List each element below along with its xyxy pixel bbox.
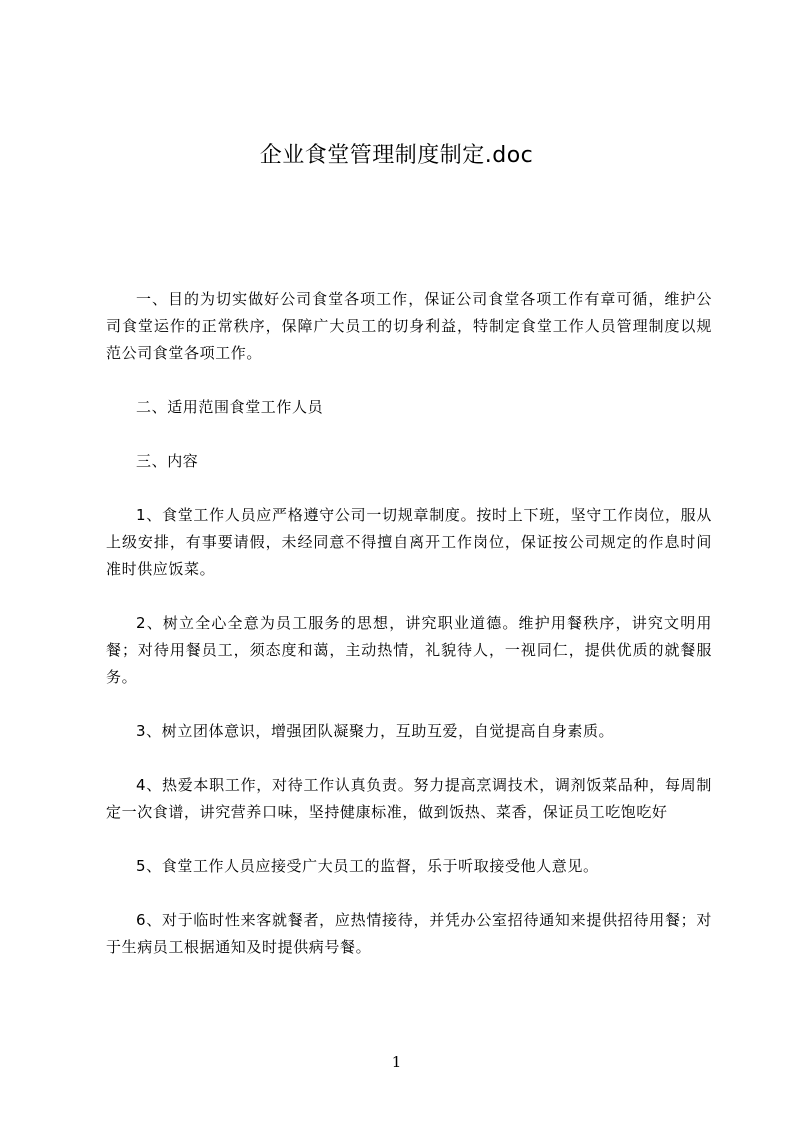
page-number: 1	[391, 1053, 402, 1071]
document-title: 企业食堂管理制度制定.doc	[259, 143, 534, 168]
paragraph-item-3: 3、树立团体意识，增强团队凝聚力，互助互爱，自觉提高自身素质。	[136, 722, 615, 740]
paragraph-scope: 二、适用范围食堂工作人员	[136, 398, 324, 416]
paragraph-item-1: 1、食堂工作人员应严格遵守公司一切规章制度。按时上下班，坚守工作岗位，服从上级安排，有事要请假，未经同意不得擅自离开工作岗位，保证按公司规定的作息时间准时供应饭菜。	[106, 506, 712, 578]
paragraph-item-4: 4、热爱本职工作，对待工作认真负责。努力提高烹调技术，调剂饭菜品种，每周制定一次食谱，讲究营养口味，坚持健康标准，做到饭热、菜香，保证员工吃饱吃好	[106, 776, 712, 821]
paragraph-item-6: 6、对于临时性来客就餐者，应热情接待，并凭办公室招待通知来提供招待用餐；对于生病员工根据通知及时提供病号餐。	[106, 911, 712, 956]
paragraph-item-5: 5、食堂工作人员应接受广大员工的监督，乐于听取接受他人意见。	[136, 857, 599, 875]
paragraph-purpose: 一、目的为切实做好公司食堂各项工作，保证公司食堂各项工作有章可循，维护公司食堂运作的正常秩序，保障广大员工的切身利益，特制定食堂工作人员管理制度以规范公司食堂各项工作。	[106, 290, 712, 362]
paragraph-item-2: 2、树立全心全意为员工服务的思想，讲究职业道德。维护用餐秩序，讲究文明用餐；对待用餐员工，须态度和蔼，主动热情，礼貌待人，一视同仁，提供优质的就餐服务。	[106, 614, 712, 686]
paragraph-content-heading: 三、内容	[136, 452, 199, 470]
document-body	[106, 286, 712, 961]
